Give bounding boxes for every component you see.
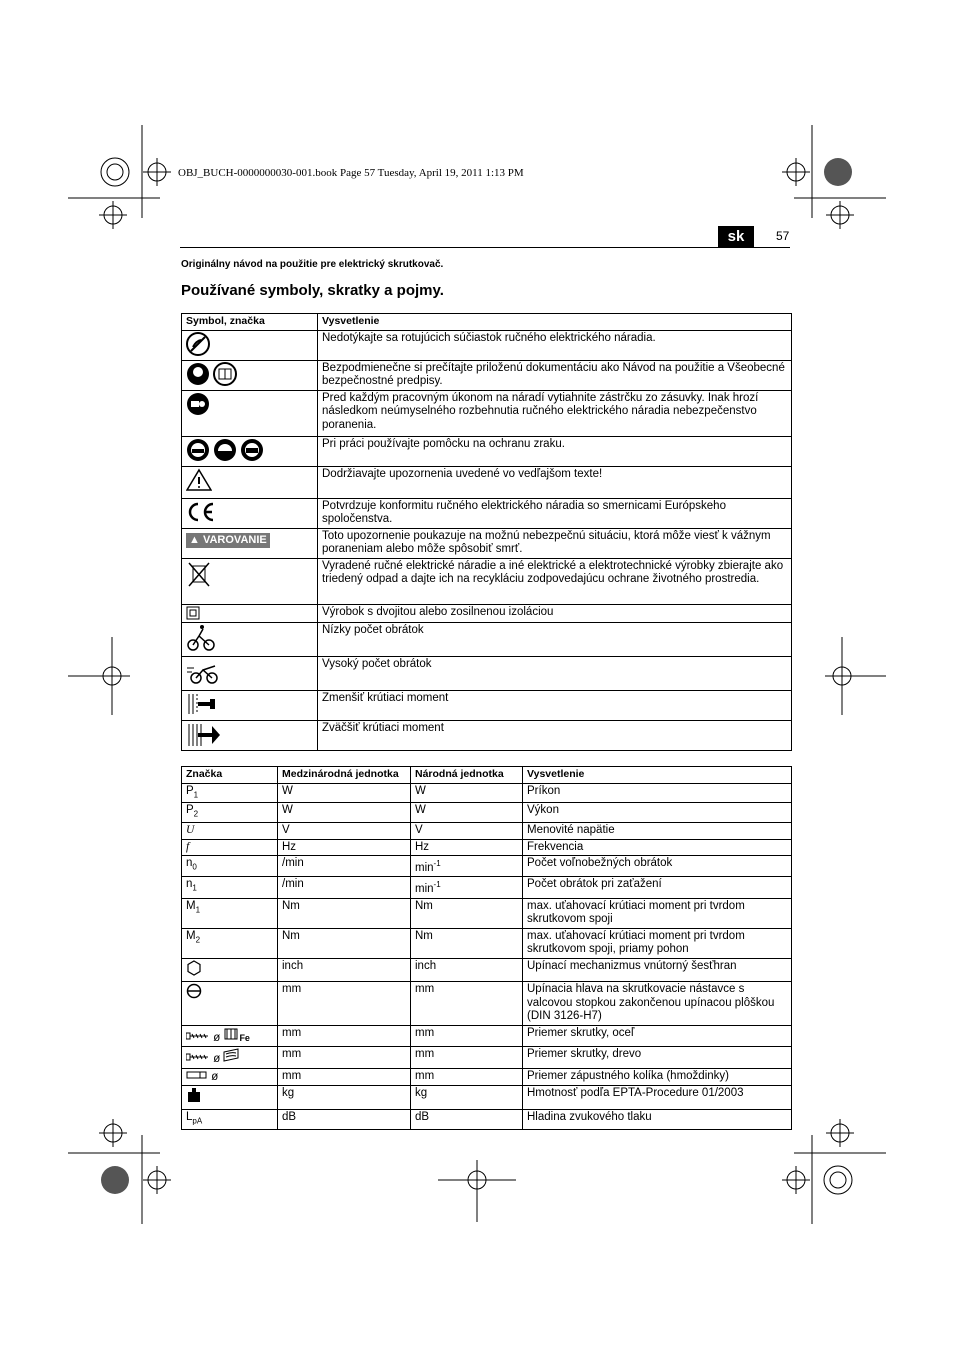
table-row <box>182 528 792 558</box>
table-row: ø mm mm Priemer zápustného kolíka (hmoždinky) <box>182 1068 792 1086</box>
no-touch-rotating-icon <box>186 332 210 356</box>
row-text: Nedotýkajte sa rotujúcich súčiastok ručného elektrického náradia. <box>318 330 792 360</box>
eye-protection-icon <box>186 438 210 462</box>
table-row: $P_2$ W W Výkon <box>182 803 792 823</box>
weee-bin-icon <box>186 560 212 588</box>
table-row <box>182 436 792 466</box>
read-manual-icon <box>186 362 210 386</box>
table-row <box>182 622 792 656</box>
book-icon <box>213 362 237 386</box>
table-row: mm mm Upínacia hlava na skrutkovacie nástavce s valcovou stopkou zakončenou upínacou plôškou (DIN 3126-H7) <box>182 982 792 1026</box>
warning-label: ▲ VAROVANIE <box>186 533 270 549</box>
table-row <box>182 498 792 528</box>
table-row <box>182 604 792 622</box>
table-row: ø Fe mm mm Priemer skrutky, oceľ <box>182 1025 792 1047</box>
double-insulation-icon <box>186 606 200 620</box>
table-header-row <box>182 767 792 784</box>
ce-mark-icon <box>186 500 216 524</box>
row-text: Pred každým pracovným úkonom na náradí vytiahnite zástrčku zo zásuvky. Inak hrozí následkom neúmyselného rozbehnutia ručného elektrického náradia nebezpečenstvo poranenia. <box>318 390 792 436</box>
table-row <box>182 330 792 360</box>
header-national-unit: Národná jednotka <box>411 767 523 784</box>
weight-icon <box>186 1087 202 1103</box>
bicycle-fast-icon <box>186 658 220 686</box>
table-row <box>182 690 792 720</box>
row-text: Výrobok s dvojitou alebo zosilnenou izoláciou <box>318 604 792 622</box>
header-intl-unit: Medzinárodná jednotka <box>278 767 411 784</box>
row-text: Pri práci používajte pomôcku na ochranu zraku. <box>318 436 792 466</box>
table-row: $M_1$ Nm Nm max. uťahovací krútiaci moment pri tvrdom skrutkovom spoji <box>182 898 792 928</box>
row-text: Potvrdzuje konformitu ručného elektrického náradia so smernicami Európskeho spoločenstva. <box>318 498 792 528</box>
table-row: f Hz Hz Frekvencia <box>182 839 792 856</box>
doc-title: Používané symboly, skratky a pojmy. <box>181 282 444 299</box>
row-text: Zmenšiť krútiaci moment <box>318 690 792 720</box>
book-info-line: OBJ_BUCH-0000000030-001.book Page 57 Tuesday, April 19, 2011 1:13 PM <box>178 167 524 179</box>
table-row: inch inch Upínací mechanizmus vnútorný šesťhran <box>182 958 792 982</box>
bicycle-slow-icon <box>186 624 216 652</box>
table-row: U V V Menovité napätie <box>182 823 792 840</box>
header-rule <box>180 247 790 248</box>
header-symbol: Symbol, značka <box>182 314 318 331</box>
wood-icon <box>223 1048 239 1062</box>
cylindrical-chuck-icon <box>186 983 202 999</box>
table-row <box>182 360 792 390</box>
screw-icon <box>186 1031 210 1041</box>
row-text: Toto upozornenie poukazuje na možnú nebezpečnú situáciu, ktorá môže viesť k vážnym poraneniam alebo môže spôsobiť smrť. <box>318 528 792 558</box>
row-text: Nízky počet obrátok <box>318 622 792 656</box>
warning-triangle-icon <box>186 468 212 492</box>
table-row: $n_1$ /min $\min^{-1}$ Počet obrátok pri zaťažení <box>182 877 792 898</box>
table-row <box>182 390 792 436</box>
doc-subtitle: Originálny návod na použitie pre elektrický skrutkovač. <box>181 259 444 270</box>
units-table <box>181 766 792 1130</box>
header-explanation: Vysvetlenie <box>318 314 792 331</box>
symbols-table <box>181 313 792 751</box>
table-row: $M_2$ Nm Nm max. uťahovací krútiaci moment pri tvrdom skrutkovom spoji, priamy pohon <box>182 928 792 958</box>
table-row <box>182 558 792 604</box>
helmet-icon <box>213 438 237 462</box>
unplug-icon <box>186 392 210 416</box>
language-tab: sk <box>718 226 754 247</box>
goggles-icon <box>240 438 264 462</box>
steel-icon <box>223 1027 239 1041</box>
row-text: Zväčšiť krútiaci moment <box>318 720 792 750</box>
torque-decrease-icon <box>186 692 218 716</box>
table-row <box>182 656 792 690</box>
row-text: Vyradené ručné elektrické náradie a iné elektrické a elektrotechnické výrobky zbierajte ako triedený odpad a dajte ich na recykláciu zodpovedajúcu ochrane životného prostredia. <box>318 558 792 604</box>
table-header-row <box>182 314 792 331</box>
header-explanation: Vysvetlenie <box>523 767 792 784</box>
table-row: kg kg Hmotnosť podľa EPTA-Procedure 01/2003 <box>182 1086 792 1110</box>
torque-increase-icon <box>186 722 222 748</box>
table-row: ø mm mm Priemer skrutky, drevo <box>182 1047 792 1069</box>
table-row: $P_1$ W W Príkon <box>182 783 792 803</box>
dowel-icon <box>186 1070 208 1080</box>
table-row <box>182 720 792 750</box>
row-text: Vysoký počet obrátok <box>318 656 792 690</box>
header-sign: Značka <box>182 767 278 784</box>
screw-icon <box>186 1052 210 1062</box>
table-row: $L_{pA}$ dB dB Hladina zvukového tlaku <box>182 1109 792 1129</box>
row-text: Bezpodmienečne si prečítajte priloženú dokumentáciu ako Návod na použitie a Všeobecné bezpečnostné predpisy. <box>318 360 792 390</box>
row-text: Dodržiavajte upozornenia uvedené vo vedľajšom texte! <box>318 466 792 498</box>
table-row <box>182 466 792 498</box>
hexagon-chuck-icon <box>186 960 202 976</box>
page-number: 57 <box>776 229 790 243</box>
table-row: $n_0$ /min $\min^{-1}$ Počet voľnobežných obrátok <box>182 856 792 877</box>
